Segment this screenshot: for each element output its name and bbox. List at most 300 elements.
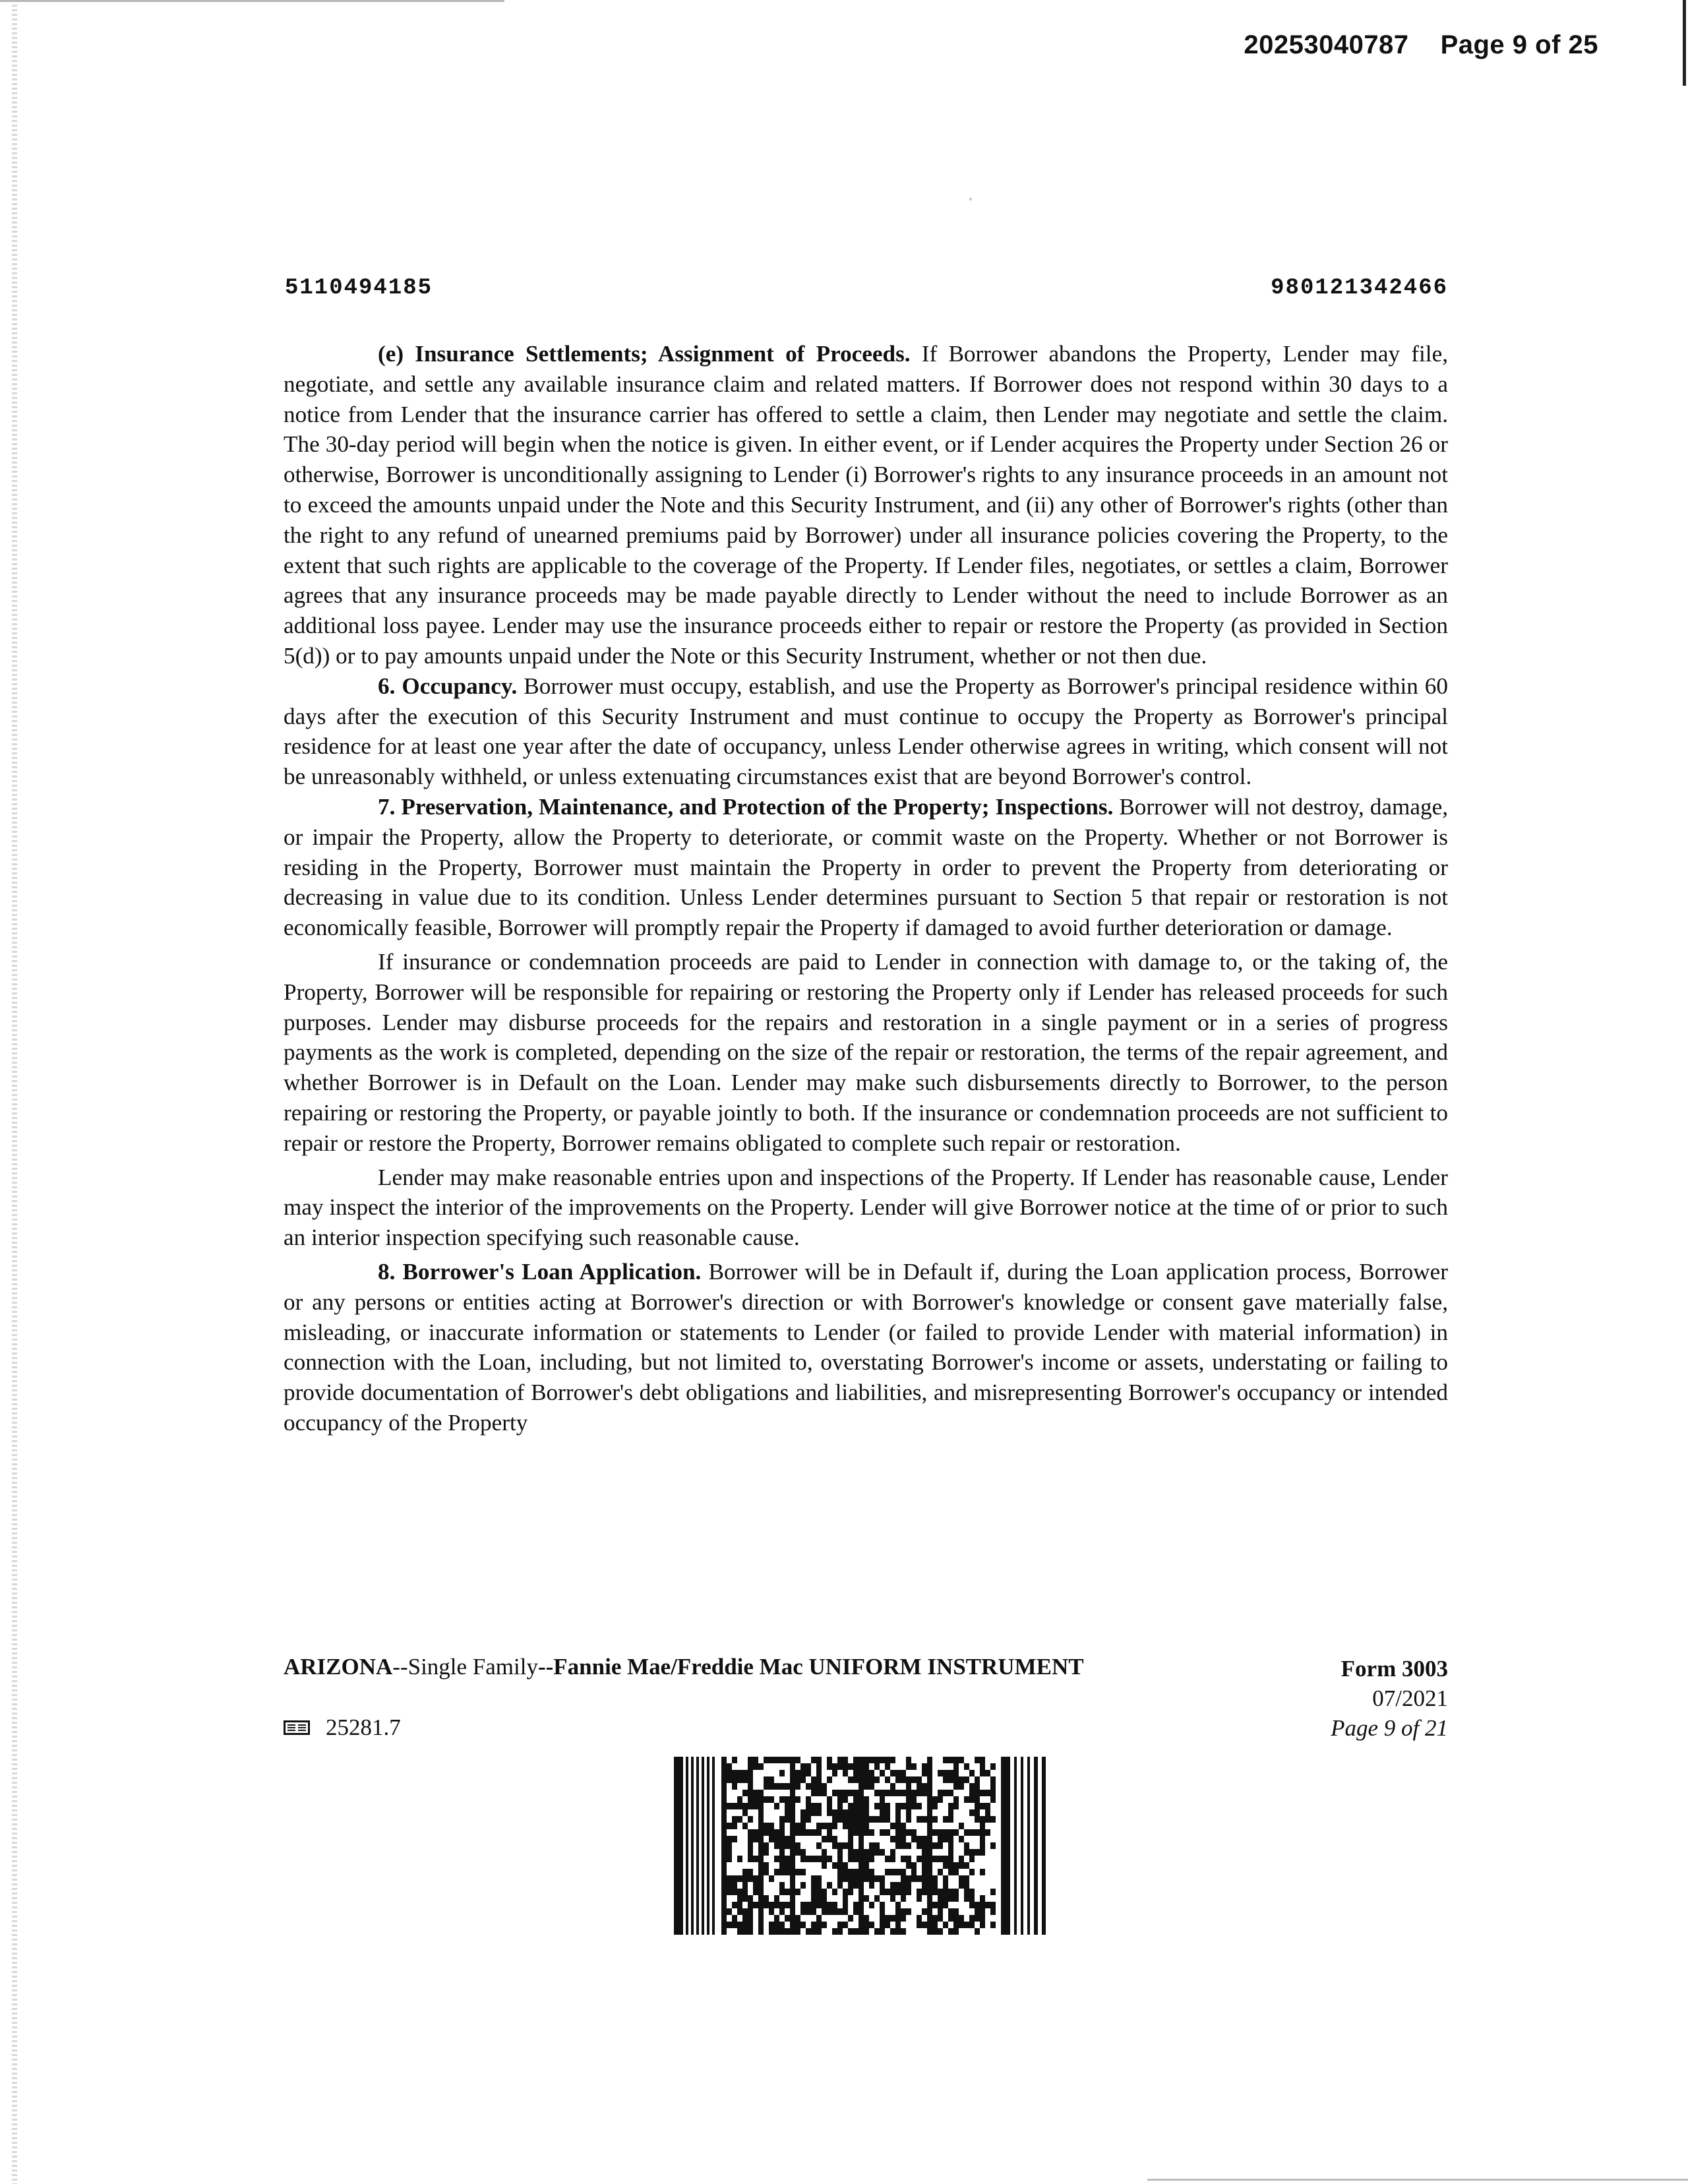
barcode-module	[779, 1862, 785, 1869]
barcode-module	[811, 1922, 816, 1928]
barcode-module	[758, 1902, 764, 1908]
barcode-module	[927, 1776, 932, 1783]
barcode-module	[927, 1823, 932, 1829]
barcode-module	[816, 1757, 822, 1763]
barcode-module	[737, 1856, 742, 1862]
barcode-module	[922, 1869, 927, 1875]
barcode-module	[859, 1763, 864, 1770]
barcode-module	[822, 1908, 827, 1915]
barcode-module	[922, 1882, 927, 1889]
barcode-module	[880, 1809, 885, 1816]
barcode-module	[832, 1908, 837, 1915]
barcode-module	[927, 1770, 932, 1776]
barcode-module	[848, 1889, 853, 1895]
barcode-module	[890, 1823, 895, 1829]
barcode-module	[980, 1922, 985, 1928]
barcode-module	[969, 1856, 975, 1862]
barcode-module	[806, 1763, 811, 1770]
barcode-module	[943, 1862, 948, 1869]
barcode-module	[906, 1829, 911, 1836]
barcode-module	[874, 1875, 880, 1882]
barcode-module	[721, 1836, 727, 1842]
barcode-module	[816, 1809, 822, 1816]
barcode-module	[816, 1902, 822, 1908]
barcode-module	[816, 1856, 822, 1862]
barcode-module	[932, 1928, 938, 1935]
barcode-module	[917, 1922, 922, 1928]
barcode-start-bar	[686, 1757, 688, 1935]
barcode-module	[890, 1915, 895, 1922]
barcode-module	[737, 1776, 742, 1783]
barcode-module	[790, 1836, 795, 1842]
barcode-module	[943, 1875, 948, 1882]
barcode-module	[748, 1803, 753, 1809]
barcode-module	[732, 1836, 737, 1842]
barcode-module	[927, 1849, 932, 1856]
barcode-module	[880, 1829, 885, 1836]
barcode-module	[753, 1790, 758, 1796]
barcode-module	[906, 1809, 911, 1816]
barcode-module	[901, 1875, 906, 1882]
barcode-stop-bar	[1021, 1757, 1023, 1935]
barcode-module	[948, 1928, 953, 1935]
barcode-module	[975, 1796, 980, 1803]
barcode-module	[859, 1829, 864, 1836]
barcode-module	[922, 1783, 927, 1790]
barcode-start-bar	[712, 1757, 715, 1935]
barcode-module	[895, 1776, 901, 1783]
barcode-module	[848, 1856, 853, 1862]
barcode-module	[811, 1895, 816, 1902]
barcode-module	[790, 1823, 795, 1829]
barcode-module	[774, 1895, 779, 1902]
barcode-module	[890, 1783, 895, 1790]
barcode-module	[895, 1803, 901, 1809]
barcode-stop-bar	[1014, 1757, 1017, 1935]
barcode-module	[922, 1862, 927, 1869]
barcode-module	[906, 1816, 911, 1823]
barcode-module	[859, 1889, 864, 1895]
barcode-module	[927, 1783, 932, 1790]
barcode-module	[753, 1803, 758, 1809]
barcode-module	[943, 1922, 948, 1928]
barcode-module	[790, 1770, 795, 1776]
barcode-module	[948, 1770, 953, 1776]
barcode-module	[832, 1889, 837, 1895]
barcode-module	[753, 1882, 758, 1889]
barcode-module	[895, 1836, 901, 1842]
barcode-module	[837, 1849, 843, 1856]
barcode-module	[953, 1829, 959, 1836]
barcode-module	[816, 1770, 822, 1776]
barcode-module	[859, 1922, 864, 1928]
barcode-module	[795, 1922, 800, 1928]
barcode-module	[811, 1757, 816, 1763]
barcode-module	[843, 1823, 848, 1829]
barcode-module	[822, 1895, 827, 1902]
barcode-module	[927, 1790, 932, 1796]
barcode-module	[980, 1770, 985, 1776]
section-6-title: 6. Occupancy.	[378, 673, 518, 699]
section-8-text: Borrower will be in Default if, during the Loan application process, Borrower or any persons or entities acting at Borrower's direction or with Borrower's knowledge or consent gave materially false, misleading, or inaccurate information or statements to Lender (or failed to provide Lender with material information) in connection with the Loan, including, but not limited to, overstating Borrower's income or assets, understating or failing to provide documentation of Borrower's debt obligations and liabilities, and misrepresenting Borrower's occupancy or intended occupancy of the Property	[284, 1258, 1448, 1436]
barcode-module	[816, 1875, 822, 1882]
barcode-module	[816, 1915, 822, 1922]
barcode-module	[980, 1816, 985, 1823]
barcode-module	[837, 1922, 843, 1928]
barcode-module	[895, 1790, 901, 1796]
barcode-module	[932, 1882, 938, 1889]
barcode-module	[848, 1809, 853, 1816]
barcode-module	[790, 1816, 795, 1823]
barcode-module	[990, 1842, 996, 1849]
barcode-stop-bar	[1027, 1757, 1030, 1935]
footer-instrument: Fannie Mae/Freddie Mac UNIFORM INSTRUMENT	[553, 1654, 1084, 1680]
barcode-module	[932, 1922, 938, 1928]
barcode-module	[721, 1902, 727, 1908]
barcode-module	[737, 1895, 742, 1902]
barcode-module	[895, 1829, 901, 1836]
barcode-module	[895, 1928, 901, 1935]
barcode-module	[859, 1856, 864, 1862]
barcode-module	[927, 1842, 932, 1849]
barcode-module	[938, 1928, 943, 1935]
barcode-module	[901, 1836, 906, 1842]
barcode-module	[932, 1856, 938, 1862]
barcode-module	[832, 1836, 837, 1842]
barcode-module	[742, 1928, 748, 1935]
barcode-module	[811, 1783, 816, 1790]
barcode-module	[806, 1803, 811, 1809]
barcode-module	[990, 1902, 996, 1908]
barcode-module	[816, 1763, 822, 1770]
barcode-module	[769, 1928, 774, 1935]
barcode-module	[790, 1763, 795, 1770]
barcode-module	[959, 1862, 964, 1869]
barcode-module	[980, 1829, 985, 1836]
barcode-module	[864, 1869, 869, 1875]
barcode-module	[811, 1790, 816, 1796]
barcode-module	[790, 1856, 795, 1862]
barcode-module	[980, 1869, 985, 1875]
barcode-module	[795, 1770, 800, 1776]
barcode-module	[800, 1902, 806, 1908]
barcode-module	[758, 1889, 764, 1895]
document-body	[284, 339, 1448, 1438]
barcode-module	[895, 1915, 901, 1922]
barcode-module	[938, 1842, 943, 1849]
barcode-module	[948, 1790, 953, 1796]
barcode-module	[964, 1763, 969, 1770]
barcode-module	[859, 1895, 864, 1902]
barcode-module	[859, 1796, 864, 1803]
barcode-module	[790, 1915, 795, 1922]
barcode-module	[769, 1757, 774, 1763]
barcode-module	[774, 1757, 779, 1763]
barcode-module	[985, 1829, 990, 1836]
barcode-module	[721, 1895, 727, 1902]
footer-state: ARIZONA	[284, 1654, 393, 1680]
barcode-module	[827, 1803, 832, 1809]
barcode-module	[895, 1809, 901, 1816]
barcode-module	[943, 1790, 948, 1796]
barcode-module	[832, 1790, 837, 1796]
barcode-module	[790, 1875, 795, 1882]
barcode-module	[748, 1829, 753, 1836]
barcode-module	[785, 1816, 790, 1823]
barcode-module	[753, 1796, 758, 1803]
barcode-module	[864, 1862, 869, 1869]
barcode-module	[938, 1836, 943, 1842]
barcode-module	[953, 1796, 959, 1803]
barcode-module	[764, 1862, 769, 1869]
barcode-module	[785, 1889, 790, 1895]
recording-number: 20253040787	[1244, 30, 1409, 59]
barcode-module	[917, 1856, 922, 1862]
barcode-module	[938, 1902, 943, 1908]
barcode-module	[869, 1875, 874, 1882]
barcode-module	[790, 1796, 795, 1803]
barcode-module	[758, 1922, 764, 1928]
barcode-module	[975, 1783, 980, 1790]
barcode-module	[758, 1829, 764, 1836]
barcode-module	[964, 1829, 969, 1836]
barcode-module	[953, 1915, 959, 1922]
barcode-module	[843, 1922, 848, 1928]
barcode-module	[901, 1842, 906, 1849]
barcode-stop-bar	[1042, 1757, 1046, 1935]
barcode-module	[906, 1776, 911, 1783]
barcode-module	[779, 1928, 785, 1935]
barcode-module	[748, 1816, 753, 1823]
barcode-module	[806, 1770, 811, 1776]
barcode-module	[769, 1836, 774, 1842]
barcode-module	[732, 1816, 737, 1823]
barcode-module	[795, 1849, 800, 1856]
barcode-module	[917, 1842, 922, 1849]
barcode-module	[948, 1895, 953, 1902]
barcode-module	[785, 1796, 790, 1803]
barcode-module	[948, 1809, 953, 1816]
barcode-module	[964, 1895, 969, 1902]
barcode-module	[895, 1823, 901, 1829]
barcode-module	[864, 1829, 869, 1836]
barcode-module	[901, 1770, 906, 1776]
barcode-module	[943, 1889, 948, 1895]
barcode-module	[795, 1842, 800, 1849]
barcode-module	[874, 1895, 880, 1902]
barcode-module	[822, 1889, 827, 1895]
barcode-module	[906, 1875, 911, 1882]
section-8	[284, 1257, 1448, 1438]
barcode-module	[790, 1829, 795, 1836]
barcode-module	[911, 1763, 917, 1770]
barcode-module	[906, 1862, 911, 1869]
barcode-module	[800, 1856, 806, 1862]
barcode-module	[785, 1856, 790, 1862]
barcode-module	[969, 1902, 975, 1908]
barcode-module	[964, 1889, 969, 1895]
barcode-module	[822, 1790, 827, 1796]
barcode-module	[753, 1875, 758, 1882]
barcode-module	[901, 1790, 906, 1796]
barcode-module	[953, 1922, 959, 1928]
barcode-module	[969, 1770, 975, 1776]
barcode-module	[953, 1928, 959, 1935]
barcode-module	[737, 1796, 742, 1803]
barcode-module	[764, 1823, 769, 1829]
barcode-module	[779, 1796, 785, 1803]
barcode-module	[732, 1757, 737, 1763]
barcode-module	[790, 1922, 795, 1928]
barcode-module	[764, 1783, 769, 1790]
barcode-module	[964, 1842, 969, 1849]
barcode-module	[901, 1895, 906, 1902]
barcode-module	[811, 1902, 816, 1908]
pdf417-barcode	[674, 1757, 1050, 1935]
barcode-module	[764, 1902, 769, 1908]
barcode-module	[822, 1783, 827, 1790]
barcode-module	[895, 1842, 901, 1849]
barcode-module	[948, 1862, 953, 1869]
barcode-module	[832, 1823, 837, 1829]
barcode-module	[922, 1816, 927, 1823]
barcode-module	[758, 1856, 764, 1862]
barcode-module	[774, 1869, 779, 1875]
barcode-module	[727, 1882, 732, 1889]
barcode-module	[927, 1803, 932, 1809]
barcode-module	[848, 1823, 853, 1829]
barcode-module	[922, 1763, 927, 1770]
barcode-module	[927, 1796, 932, 1803]
barcode-module	[859, 1902, 864, 1908]
barcode-module	[806, 1809, 811, 1816]
barcode-module	[980, 1836, 985, 1842]
barcode-module	[769, 1875, 774, 1882]
barcode-module	[975, 1849, 980, 1856]
section-e-title: (e) Insurance Settlements; Assignment of Proceeds.	[378, 341, 911, 367]
barcode-module	[927, 1928, 932, 1935]
barcode-module	[969, 1790, 975, 1796]
section-6-text: Borrower must occupy, establish, and use the Property as Borrower's principal residence within 60 days after the execution of this Security Instrument and must continue to occupy the Property as Borrower's principal residence for at least one year after the date of occupancy, unless Lender otherwise agrees in writing, which consent will not be unreasonably withheld, or unless extenuating circumstances exist that are beyond Borrower's control.	[284, 673, 1448, 790]
barcode-module	[811, 1829, 816, 1836]
barcode-module	[969, 1895, 975, 1902]
barcode-module	[732, 1922, 737, 1928]
barcode-module	[742, 1889, 748, 1895]
barcode-module	[853, 1816, 859, 1823]
barcode-module	[843, 1875, 848, 1882]
barcode-module	[748, 1757, 753, 1763]
barcode-module	[721, 1849, 727, 1856]
barcode-module	[880, 1796, 885, 1803]
barcode-module	[890, 1849, 895, 1856]
barcode-module	[895, 1869, 901, 1875]
barcode-module	[901, 1823, 906, 1829]
barcode-module	[769, 1776, 774, 1783]
barcode-module	[932, 1889, 938, 1895]
barcode-module	[890, 1869, 895, 1875]
barcode-module	[943, 1816, 948, 1823]
barcode-module	[769, 1783, 774, 1790]
barcode-module	[990, 1763, 996, 1770]
barcode-module	[843, 1757, 848, 1763]
barcode-module	[906, 1757, 911, 1763]
barcode-module	[737, 1889, 742, 1895]
barcode-module	[853, 1856, 859, 1862]
barcode-module	[864, 1796, 869, 1803]
barcode-module	[938, 1770, 943, 1776]
barcode-module	[827, 1796, 832, 1803]
barcode-module	[853, 1790, 859, 1796]
barcode-module	[832, 1928, 837, 1935]
barcode-module	[864, 1783, 869, 1790]
barcode-module	[864, 1856, 869, 1862]
barcode-module	[779, 1770, 785, 1776]
barcode-module	[779, 1816, 785, 1823]
barcode-module	[721, 1776, 727, 1783]
barcode-module	[848, 1928, 853, 1935]
barcode-module	[853, 1908, 859, 1915]
barcode-module	[859, 1875, 864, 1882]
barcode-module	[953, 1783, 959, 1790]
barcode-stop-bar	[1001, 1757, 1010, 1935]
barcode-module	[859, 1908, 864, 1915]
barcode-module	[922, 1849, 927, 1856]
barcode-module	[827, 1882, 832, 1889]
barcode-module	[758, 1915, 764, 1922]
barcode-module	[927, 1922, 932, 1928]
barcode-module	[943, 1757, 948, 1763]
barcode-module	[748, 1783, 753, 1790]
barcode-module	[721, 1796, 727, 1803]
barcode-module	[800, 1776, 806, 1783]
barcode-module	[806, 1796, 811, 1803]
barcode-module	[774, 1856, 779, 1862]
barcode-module	[922, 1770, 927, 1776]
barcode-module	[827, 1829, 832, 1836]
barcode-module	[721, 1915, 727, 1922]
barcode-module	[901, 1869, 906, 1875]
barcode-module	[853, 1763, 859, 1770]
barcode-module	[748, 1842, 753, 1849]
loan-number: 5110494185	[285, 276, 433, 301]
barcode-module	[727, 1823, 732, 1829]
barcode-module	[917, 1889, 922, 1895]
barcode-module	[964, 1776, 969, 1783]
barcode-module	[975, 1816, 980, 1823]
barcode-module	[721, 1908, 727, 1915]
doc-code-line	[284, 1714, 401, 1741]
barcode-module	[779, 1829, 785, 1836]
barcode-module	[943, 1829, 948, 1836]
barcode-module	[969, 1809, 975, 1816]
barcode-module	[832, 1809, 837, 1816]
barcode-module	[737, 1902, 742, 1908]
barcode-module	[917, 1776, 922, 1783]
barcode-module	[853, 1809, 859, 1816]
barcode-module	[837, 1842, 843, 1849]
barcode-module	[927, 1869, 932, 1875]
barcode-module	[800, 1770, 806, 1776]
barcode-module	[758, 1836, 764, 1842]
barcode-module	[742, 1803, 748, 1809]
barcode-module	[764, 1895, 769, 1902]
section-7-paragraph-3: Lender may make reasonable entries upon and inspections of the Property. If Lender has reasonable cause, Lender may inspect the interior of the improvements on the Property. Lender will give Borrower notice at the time of or prior to such an interior inspection specifying such reasonable cause.	[284, 1164, 1448, 1251]
barcode-module	[827, 1836, 832, 1842]
barcode-module	[742, 1922, 748, 1928]
barcode-module	[895, 1889, 901, 1895]
barcode-module	[737, 1928, 742, 1935]
barcode-start-bar	[696, 1757, 699, 1935]
